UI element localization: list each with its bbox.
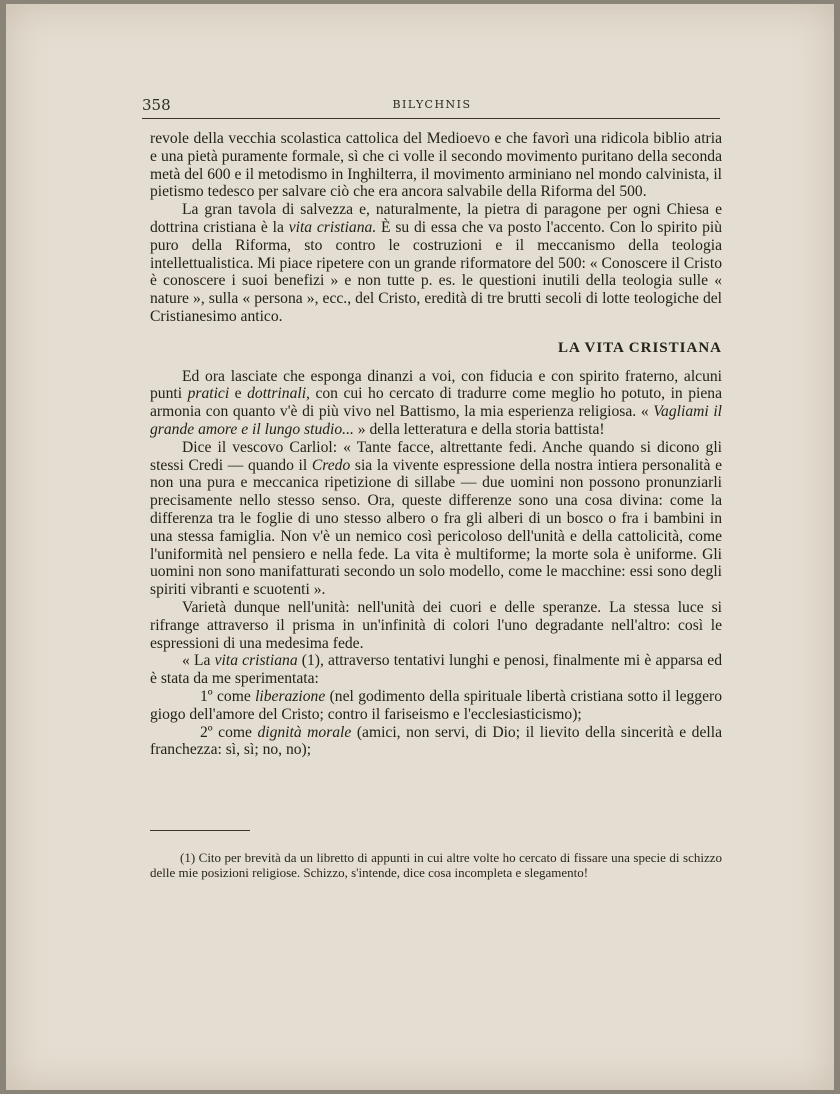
text-run: e: [229, 385, 248, 403]
italic-run: liberazione: [255, 687, 326, 705]
italic-run: vita cristiana: [214, 652, 298, 670]
paragraph-2: [150, 201, 722, 326]
text-run: 1º come: [200, 687, 256, 705]
italic-run: Vagliami il grande amore e il lungo studio...: [150, 403, 723, 438]
page-number: 358: [142, 96, 171, 114]
italic-run: dottrinali,: [247, 385, 310, 403]
text-run: « La: [182, 652, 215, 670]
paragraph-1: revole della vecchia scolastica cattolica del Medioevo e che favorì una ridicola biblio atria e una pietà puramente formale, sì che ci volle il secondo movimento puritano della seconda metà del 600 e il metodismo in Inghilterra, il movimento arminiano nel mondo calvinista, il pietismo tedesco per salvare ciò che era ancora salvabile della Riforma del 500.: [150, 130, 722, 201]
paragraph-5: Varietà dunque nell'unità: nell'unità dei cuori e delle speranze. La stessa luce si rifrange attraverso il prisma in un'infinità di colori l'uno degradante nell'altro: così le espressioni di una medesima fede.: [150, 598, 722, 652]
text-run: (nel godimento della spirituale libertà cristiana sotto il leggero giogo dell'amore del Cristo; contro il fariseismo e l'ecclesiasticismo);: [150, 687, 723, 723]
text-run: 2º come: [200, 723, 258, 741]
footnote-rule: [150, 830, 250, 831]
paragraph-4: [150, 439, 722, 599]
paragraph-6: [150, 652, 722, 688]
italic-run: pratici: [187, 385, 230, 403]
italic-run: Credo: [311, 456, 351, 474]
text-run: La gran tavola di salvezza e, naturalmente, la pietra di paragone per ogni Chiesa e dottrina cristiana è la: [150, 201, 722, 236]
paragraph-3: [150, 368, 722, 439]
paragraph-7: [150, 688, 722, 724]
text-run: Ed ora lasciate che esponga dinanzi a voi, con fiducia e con spirito fraterno, alcuni punti: [150, 367, 722, 403]
text-run: (1), attraverso tentativi lunghi e penosi, finalmente mi è apparsa ed è stata da me sperimentata:: [150, 652, 723, 688]
italic-run: vita cristiana.: [288, 218, 377, 236]
text-run: sia la vivente espressione della nostra intiera personalità e non una pura e meccanica ripetizione di sillabe — due uomini non possono pronunziarli precisamente nello stesso senso. Ora, queste differenze sono una cosa divina: come la differenza tra le foglie di uno stesso albero o fra gli alberi di un bosco o fra i bambini in una stessa famiglia. Non v'è un nemico così pericoloso dell'unità e della cattolicità, come l'uniformità nel pensiero e nella fede. La vita è multiforme; la morte sola è uniforme. Gli uomini non sono manifatturati secondo un solo modello, come le macchine: essi sono degli spiriti vibranti e scuotenti ».: [150, 456, 723, 599]
section-heading: LA VITA CRISTIANA: [558, 339, 722, 356]
footnote: [150, 850, 722, 880]
text-run: (amici, non servi, di Dio; il lievito della sincerità e della franchezza: sì, sì; no, no);: [150, 723, 722, 759]
text-run: con cui ho cercato di tradurre come meglio ho potuto, in piena armonia con quanto v'è di più vivo nel Battismo, la mia esperienza religiosa. «: [150, 385, 722, 421]
page-header: [142, 96, 722, 118]
italic-run: dignità morale: [257, 723, 352, 741]
header-rule: [142, 118, 720, 119]
main-text: [150, 130, 722, 759]
text-run: È su di essa che va posto l'accento. Con lo spirito più puro della Riforma, sto contro le costruzioni e il meccanismo della teologia intellettualistica. Mi piace ripetere con un grande riformatore del 500: « Conoscere il Cristo è conoscere i suoi benefizi » e non tutte p. es. le questioni inutili della teologia sulle « nature », sulla « persona », ecc., del Cristo, eredità di tre brutti secoli di lotte teologiche del Cristianesimo antico.: [150, 218, 722, 325]
paragraph-8: [150, 724, 722, 760]
footnote-text: (1) Cito per brevità da un libretto di appunti in cui altre volte ho cercato di fissare una specie di schizzo delle mie posizioni religiose. Schizzo, s'intende, dice cosa incompleta e slegamento!: [150, 850, 722, 880]
running-title: BILYCHNIS: [392, 98, 472, 111]
text-run: Dice il vescovo Carliol: « Tante facce, altrettante fedi. Anche quando si dicono gli stessi Credi — quando il: [150, 438, 722, 474]
text-run: » della letteratura e della storia battista!: [353, 420, 605, 438]
